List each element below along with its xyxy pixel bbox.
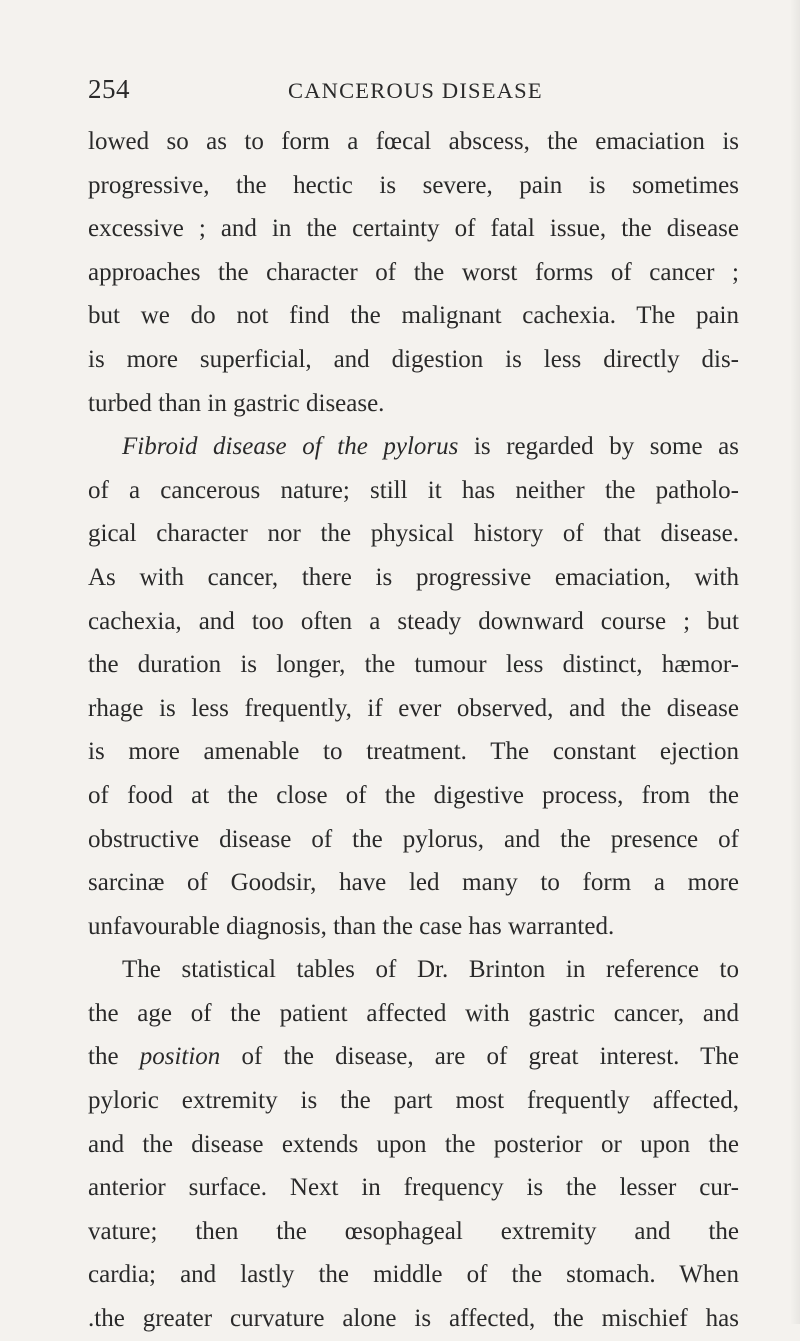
page-number: 254 [88, 74, 130, 104]
body-text [88, 120, 739, 1341]
text-line: excessive ; and in the certainty of fatal issue, the disease [88, 215, 739, 243]
text-line: .the greater curvature alone is affected, the mischief has [88, 1305, 739, 1333]
text-line: progressive, the hectic is severe, pain is sometimes [88, 171, 739, 199]
text-line: the position of the disease, are of great interest. The [88, 1043, 739, 1071]
text-line: gical character nor the physical history of that disease. [88, 520, 739, 548]
text-line: sarcinæ of Goodsir, have led many to form a more [88, 869, 739, 897]
text-line: cachexia, and too often a steady downward course ; but [88, 607, 739, 635]
running-head: CANCEROUS DISEASE [288, 78, 543, 103]
italic-term-fibroid-disease: Fibroid disease of the pylorus [122, 433, 459, 461]
text-line-paragraph-end: turbed than in gastric disease. [88, 389, 385, 417]
text-line-paragraph-end: unfavourable diagnosis, than the case has warranted. [88, 912, 615, 940]
text-line: the age of the patient affected with gastric cancer, and [88, 999, 739, 1027]
text-line: of food at the close of the digestive process, from the [88, 781, 739, 809]
text-line: and the disease extends upon the posterior or upon the [88, 1130, 739, 1158]
text-line: is more superficial, and digestion is less directly dis- [88, 345, 739, 373]
text-line: approaches the character of the worst forms of cancer ; [88, 258, 739, 286]
text-line: of a cancerous nature; still it has neither the patholo- [88, 476, 739, 504]
page-header [88, 74, 738, 110]
text-line: cardia; and lastly the middle of the stomach. When [88, 1261, 739, 1289]
text-line: lowed so as to form a fœcal abscess, the emaciation is [88, 128, 739, 155]
text-line: obstructive disease of the pylorus, and the presence of [88, 825, 739, 853]
text-line: pyloric extremity is the part most frequently affected, [88, 1087, 739, 1115]
text-line: anterior surface. Next in frequency is the lesser cur- [88, 1174, 739, 1202]
text-line: As with cancer, there is progressive emaciation, with [88, 563, 739, 591]
text-line: vature; then the œsophageal extremity and the [88, 1217, 739, 1245]
text-line: but we do not find the malignant cachexia. The pain [88, 302, 739, 330]
italic-term-position: position [139, 1043, 221, 1071]
text-line: is more amenable to treatment. The constant ejection [88, 738, 739, 766]
text-line-paragraph-start: Fibroid disease of the pylorus is regarded by some as [122, 433, 739, 461]
text-line-paragraph-start: The statistical tables of Dr. Brinton in reference to [122, 956, 739, 984]
text-line: the duration is longer, the tumour less distinct, hæmor- [88, 651, 739, 679]
text-line: rhage is less frequently, if ever observed, and the disease [88, 694, 739, 722]
